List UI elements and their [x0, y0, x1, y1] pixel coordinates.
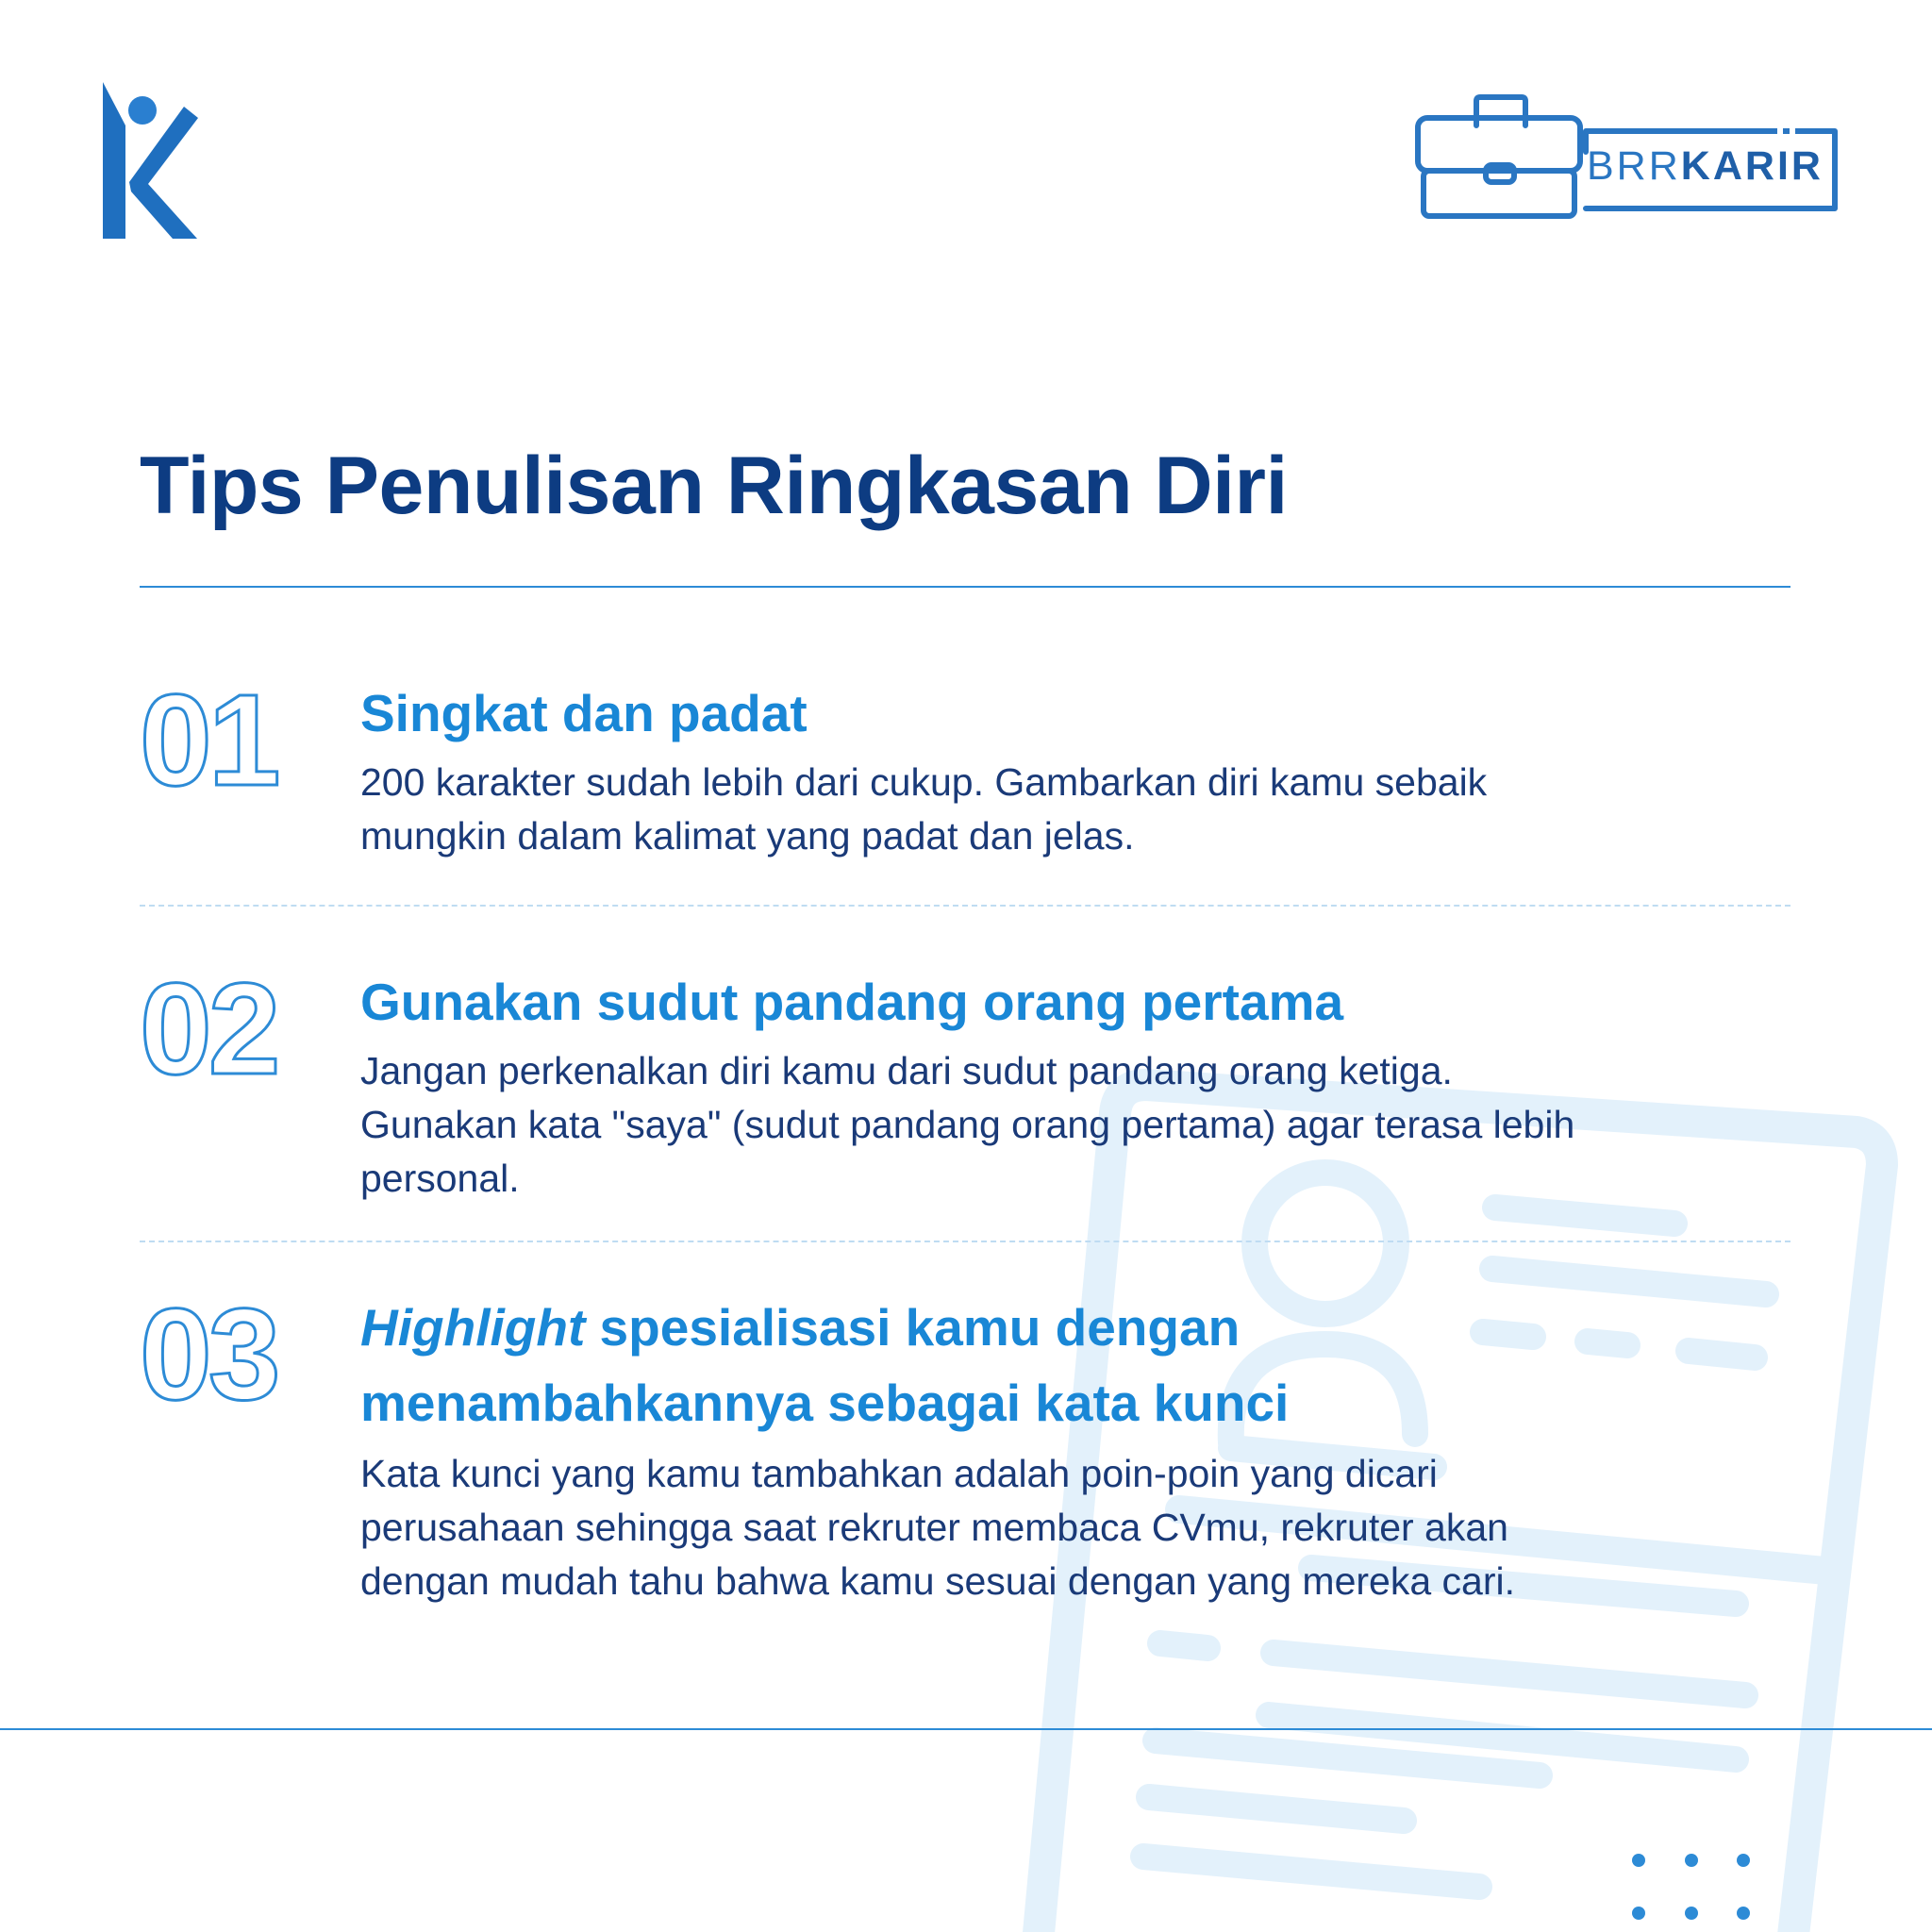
- title-divider: [140, 586, 1790, 588]
- tip-divider: [140, 905, 1790, 907]
- partner-logo-prefix: BRR: [1587, 143, 1681, 189]
- tip-number: 03: [140, 1282, 277, 1427]
- tip-heading: Gunakan sudut pandang orang pertama: [360, 973, 1344, 1031]
- kitalulus-k-logo: [99, 80, 203, 241]
- tip-divider: [140, 1241, 1790, 1242]
- tip-body: Kata kunci yang kamu tambahkan adalah poin-poin yang dicari perusahaan sehingga saat rekruter membaca CVmu, rekruter akan dengan mudah tahu bahwa kamu sesuai dengan yang mereka cari.: [360, 1452, 1515, 1603]
- tip-heading: Singkat dan padat: [360, 684, 808, 742]
- tip-body: 200 karakter sudah lebih dari cukup. Gambarkan diri kamu sebaik mungkin dalam kalimat yang padat dan jelas.: [360, 760, 1488, 858]
- tip-number: 01: [140, 668, 277, 813]
- page-title: Tips Penulisan Ringkasan Diri: [140, 441, 1288, 531]
- partner-logo-suffix: KARIR: [1680, 143, 1824, 189]
- tip-body: Jangan perkenalkan diri kamu dari sudut pandang orang ketiga. Gunakan kata "saya" (sudut pandang orang pertama) agar terasa lebih personal.: [360, 1049, 1575, 1200]
- tip-number: 02: [140, 957, 277, 1102]
- tip-heading-text: spesialisasi kamu dengan menambahkannya sebagai kata kunci: [360, 1298, 1290, 1432]
- dot-grid-decoration: [1632, 1854, 1750, 1920]
- footer-divider: [0, 1728, 1932, 1730]
- tip-heading: [360, 1290, 1587, 1441]
- tip-heading-emphasis: Highlight: [360, 1298, 586, 1357]
- partner-logo-wordmark: [1587, 143, 1824, 189]
